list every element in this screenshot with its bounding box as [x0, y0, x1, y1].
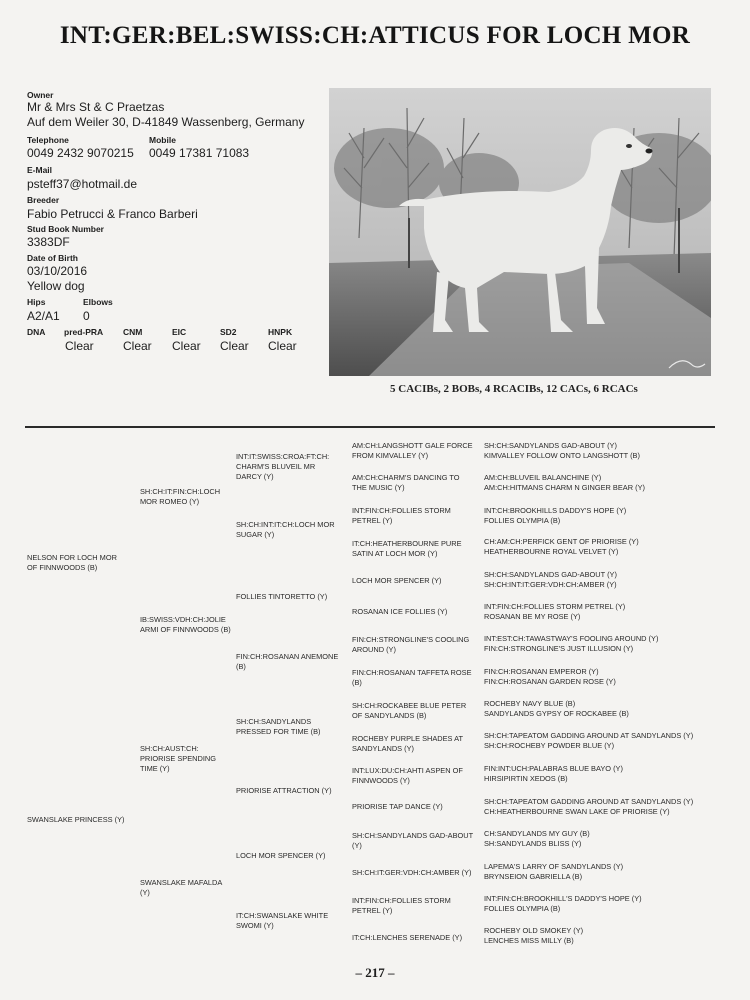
- pedigree-gen4-13: SH:CH:SANDYLANDS GAD-ABOUT (Y): [352, 831, 474, 850]
- pedigree-gen3-8: IT:CH:SWANSLAKE WHITE SWOMI (Y): [236, 911, 329, 930]
- hips-value: A2/A1: [27, 309, 60, 323]
- owner-label: Owner: [27, 90, 54, 100]
- stud-book-value: 3383DF: [27, 235, 70, 249]
- dob-value: 03/10/2016: [27, 264, 88, 278]
- pedigree-gen5-14: FIN:CH:STRONGLINE'S JUST ILLUSION (Y): [484, 644, 634, 653]
- pedigree-gen4-2: AM:CH:CHARM'S DANCING TO THE MUSIC (Y): [352, 473, 460, 492]
- pedigree-gen4-7: FIN:CH:STRONGLINE'S COOLING AROUND (Y): [352, 635, 470, 654]
- pedigree-gen5-3: AM:CH:BLUVEIL BALANCHINE (Y): [484, 473, 602, 482]
- pedigree-gen5-17: ROCHEBY NAVY BLUE (B): [484, 699, 576, 708]
- pedigree-gen4-3: INT:FIN:CH:FOLLIES STORM PETREL (Y): [352, 506, 451, 525]
- pedigree-gen4-6: ROSANAN ICE FOLLIES (Y): [352, 607, 448, 616]
- pedigree-gen5-20: SH:CH:ROCHEBY POWDER BLUE (Y): [484, 741, 615, 750]
- pedigree-gen5-5: INT:CH:BROOKHILLS DADDY'S HOPE (Y): [484, 506, 627, 515]
- pedigree-gen4-8: FIN:CH:ROSANAN TAFFETA ROSE (B): [352, 668, 472, 687]
- dog-photo: [329, 88, 711, 376]
- pedigree-sire-sire: SH:CH:IT:FIN:CH:LOCH MOR ROMEO (Y): [140, 487, 221, 506]
- pedigree-gen5-10: SH:CH:INT:IT:GER:VDH:CH:AMBER (Y): [484, 580, 617, 589]
- pedigree-gen5-6: FOLLIES OLYMPIA (B): [484, 516, 561, 525]
- dob-label: Date of Birth: [27, 253, 78, 263]
- pedigree-divider: [25, 426, 715, 428]
- pedigree-gen4-5: LOCH MOR SPENCER (Y): [352, 576, 442, 585]
- pedigree-gen4-1: AM:CH:LANGSHOTT GALE FORCE FROM KIMVALLEY (Y): [352, 441, 473, 460]
- pedigree-gen5-7: CH:AM:CH:PERFICK GENT OF PRIORISE (Y): [484, 537, 639, 546]
- breeder-value: Fabio Petrucci & Franco Barberi: [27, 207, 198, 221]
- pedigree-gen5-27: LAPEMA'S LARRY OF SANDYLANDS (Y): [484, 862, 624, 871]
- pedigree-gen5-2: KIMVALLEY FOLLOW ONTO LANGSHOTT (B): [484, 451, 640, 460]
- elbows-label: Elbows: [83, 297, 113, 307]
- pedigree-gen5-25: CH:SANDYLANDS MY GUY (B): [484, 829, 590, 838]
- pedigree-gen4-9: SH:CH:ROCKABEE BLUE PETER OF SANDYLANDS (B): [352, 701, 467, 720]
- pedigree-gen5-4: AM:CH:HITMANS CHARM N GINGER BEAR (Y): [484, 483, 645, 492]
- pedigree-gen5-26: SH:SANDYLANDS BLISS (Y): [484, 839, 582, 848]
- telephone-label: Telephone: [27, 135, 69, 145]
- pedigree-gen3-7: LOCH MOR SPENCER (Y): [236, 851, 326, 860]
- pedigree-gen3-5: SH:CH:SANDYLANDS PRESSED FOR TIME (B): [236, 717, 321, 736]
- mobile-label: Mobile: [149, 135, 176, 145]
- pedigree-gen4-12: PRIORISE TAP DANCE (Y): [352, 802, 443, 811]
- pedigree-gen5-21: FIN:INT:UCH:PALABRAS BLUE BAYO (Y): [484, 764, 623, 773]
- test-value-eic: Clear: [172, 339, 201, 353]
- page-title: INT:GER:BEL:SWISS:CH:ATTICUS FOR LOCH MOR: [59, 22, 691, 49]
- pedigree-gen5-15: FIN:CH:ROSANAN EMPEROR (Y): [484, 667, 599, 676]
- pedigree-gen5-28: BRYNSEION GABRIELLA (B): [484, 872, 583, 881]
- page-number: – 217 –: [355, 965, 395, 980]
- hips-label: Hips: [27, 297, 46, 307]
- test-label-eic: EIC: [172, 327, 187, 337]
- awards-summary: 5 CACIBs, 2 BOBs, 4 RCACIBs, 12 CACs, 6 RCACs: [390, 383, 638, 395]
- test-label-sd2: SD2: [220, 327, 237, 337]
- pedigree-dam-dam: SWANSLAKE MAFALDA (Y): [140, 878, 222, 897]
- dna-label: DNA: [27, 327, 46, 337]
- pedigree-gen5-1: SH:CH:SANDYLANDS GAD-ABOUT (Y): [484, 441, 617, 450]
- pedigree-gen4-15: INT:FIN:CH:FOLLIES STORM PETREL (Y): [352, 896, 451, 915]
- test-value-cnm: Clear: [123, 339, 152, 353]
- pedigree-gen5-18: SANDYLANDS GYPSY OF ROCKABEE (B): [484, 709, 629, 718]
- test-value-hnpk: Clear: [268, 339, 297, 353]
- stud-book-label: Stud Book Number: [27, 224, 104, 234]
- email-value: psteff37@hotmail.de: [27, 177, 138, 191]
- pedigree-gen5-23: SH:CH:TAPEATOM GADDING AROUND AT SANDYLANDS (Y): [484, 797, 694, 806]
- pedigree-gen5-9: SH:CH:SANDYLANDS GAD-ABOUT (Y): [484, 570, 617, 579]
- pedigree-gen5-29: INT:FIN:CH:BROOKHILL'S DADDY'S HOPE (Y): [484, 894, 642, 903]
- test-value-pred-pra: Clear: [65, 339, 94, 353]
- owner-name: Mr & Mrs St & C Praetzas: [27, 100, 165, 114]
- pedigree-gen4-10: ROCHEBY PURPLE SHADES AT SANDYLANDS (Y): [352, 734, 463, 753]
- owner-address: Auf dem Weiler 30, D-41849 Wassenberg, Germany: [27, 115, 305, 129]
- breeder-label: Breeder: [27, 195, 60, 205]
- mobile-value: 0049 17381 71083: [149, 146, 250, 160]
- pedigree-gen5-16: FIN:CH:ROSANAN GARDEN ROSE (Y): [484, 677, 616, 686]
- pedigree-gen5-11: INT:FIN:CH:FOLLIES STORM PETREL (Y): [484, 602, 626, 611]
- pedigree-gen5-13: INT:EST:CH:TAWASTWAY'S FOOLING AROUND (Y): [484, 634, 659, 643]
- colour-value: Yellow dog: [27, 279, 85, 293]
- test-value-sd2: Clear: [220, 339, 249, 353]
- pedigree-gen3-4: FIN:CH:ROSANAN ANEMONE (B): [236, 652, 339, 671]
- pedigree-gen3-1: INT:IT:SWISS:CROA:FT:CH: CHARM'S BLUVEIL MR DARCY (Y): [236, 452, 330, 481]
- pedigree-sire-dam: IB:SWISS:VDH:CH:JOLIE ARMI OF FINNWOODS (B): [140, 615, 231, 634]
- pedigree-gen5-19: SH:CH:TAPEATOM GADDING AROUND AT SANDYLANDS (Y): [484, 731, 694, 740]
- pedigree-gen4-4: IT:CH:HEATHERBOURNE PURE SATIN AT LOCH MOR (Y): [352, 539, 462, 558]
- pedigree-gen3-3: FOLLIES TINTORETTO (Y): [236, 592, 328, 601]
- elbows-value: 0: [83, 309, 90, 323]
- pedigree-gen4-16: IT:CH:LENCHES SERENADE (Y): [352, 933, 463, 942]
- pedigree-gen5-24: CH:HEATHERBOURNE SWAN LAKE OF PRIORISE (Y): [484, 807, 670, 816]
- pedigree-dam-sire: SH:CH:AUST:CH: PRIORISE SPENDING TIME (Y): [140, 744, 216, 773]
- pedigree-gen5-12: ROSANAN BE MY ROSE (Y): [484, 612, 581, 621]
- pedigree-gen5-32: LENCHES MISS MILLY (B): [484, 936, 574, 945]
- pedigree-gen5-8: HEATHERBOURNE ROYAL VELVET (Y): [484, 547, 619, 556]
- pedigree-gen3-2: SH:CH:INT:IT:CH:LOCH MOR SUGAR (Y): [236, 520, 335, 539]
- pedigree-sire: NELSON FOR LOCH MOR OF FINNWOODS (B): [27, 553, 117, 572]
- pedigree-gen5-31: ROCHEBY OLD SMOKEY (Y): [484, 926, 584, 935]
- pedigree-gen5-30: FOLLIES OLYMPIA (B): [484, 904, 561, 913]
- pedigree-gen4-14: SH:CH:IT:GER:VDH:CH:AMBER (Y): [352, 868, 472, 877]
- test-label-pred-pra: pred-PRA: [64, 327, 104, 337]
- test-label-hnpk: HNPK: [268, 327, 293, 337]
- pedigree-gen4-11: INT:LUX:DU:CH:AHTI ASPEN OF FINNWOODS (Y): [352, 766, 463, 785]
- dog-photo-illustration: [329, 88, 711, 376]
- pedigree-gen5-22: HIRSIPIRTIN XEDOS (B): [484, 774, 568, 783]
- test-label-cnm: CNM: [123, 327, 143, 337]
- pedigree-gen3-6: PRIORISE ATTRACTION (Y): [236, 786, 332, 795]
- email-label: E-Mail: [27, 165, 53, 175]
- pedigree-dam: SWANSLAKE PRINCESS (Y): [27, 815, 125, 824]
- telephone-value: 0049 2432 9070215: [27, 146, 134, 160]
